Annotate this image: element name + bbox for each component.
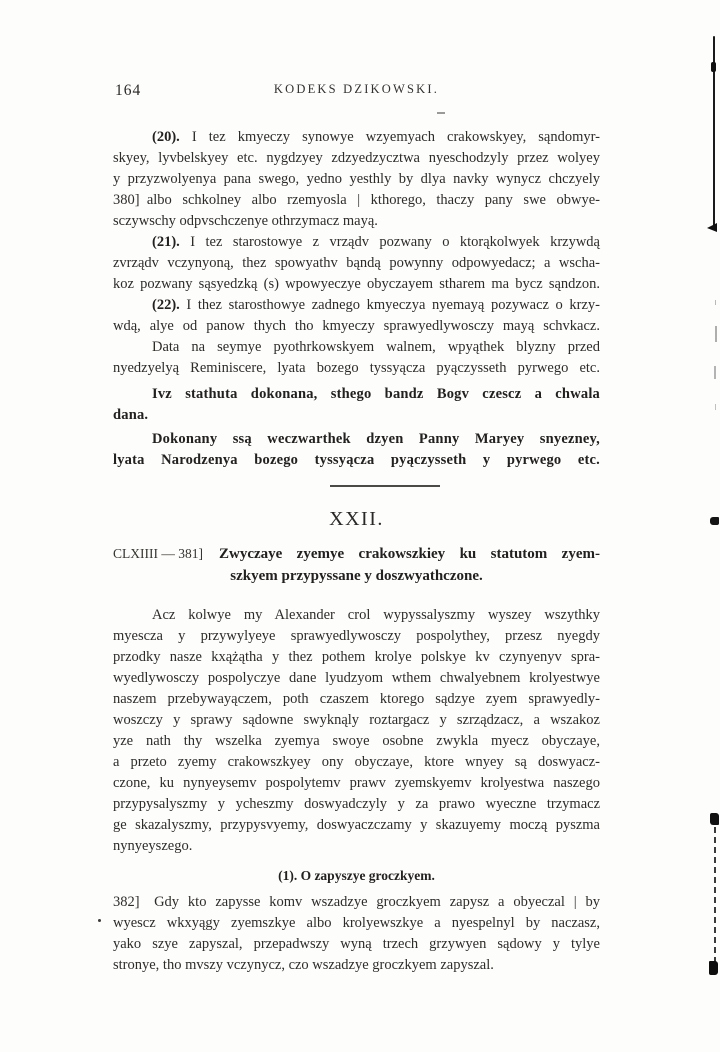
paragraph-20 bbox=[113, 127, 600, 232]
paragraph-first-line: Data na seymye pyothrkowskyem walnem, wpyąthek blyzny przed bbox=[152, 339, 600, 355]
text-block bbox=[113, 127, 600, 976]
paragraph-text: I thez starosthowye zadnego kmyeczya nyemayą pozywacz o krzy- bbox=[179, 297, 600, 313]
chapter-intro-paragraph bbox=[113, 605, 600, 857]
paragraph-text: I tez starostowye z vrządv pozwany o ktorąkolwyek krzywdą bbox=[179, 234, 600, 250]
text-line: przypysalyszmy y ycheszmy doswyadczyly y za prawo wyeczne trzymacz bbox=[113, 796, 600, 812]
text-line: sczywschy odpvschczenye othrzymacz mayą. bbox=[113, 213, 378, 229]
paragraph-number-label: (22). bbox=[152, 297, 180, 313]
scan-artifact-dash bbox=[714, 366, 716, 379]
paragraph-text: I tez kmyeczy synowye wzyemyach crakowskyey, sąndomyr- bbox=[179, 129, 600, 145]
text-line: 380] albo schkolney albo rzemyosla | kthorego, thaczy pany swe obwye- bbox=[113, 192, 600, 208]
paragraph-21 bbox=[113, 232, 600, 295]
paragraph-22 bbox=[113, 295, 600, 337]
chapter-heading-line1 bbox=[113, 543, 600, 565]
scan-artifact-dash bbox=[437, 112, 445, 114]
paragraph-lines bbox=[113, 405, 600, 426]
paragraph-lines bbox=[113, 253, 600, 295]
text-line: naszem przebywayączem, poth czaszem ktorego sądzye zyem sprawyedly- bbox=[113, 691, 600, 707]
paragraph-first-line: Ivz stathuta dokonana, sthego bandz Bogv czescz a chwala bbox=[152, 386, 600, 402]
paragraph-number-label: (20). bbox=[152, 129, 180, 145]
paragraph-first-line: 382] Gdy kto zapysse komv wszadzye groczkyem zapysz a obyeczal | by bbox=[113, 894, 600, 910]
paragraph-lines bbox=[113, 450, 600, 471]
text-line: dana. bbox=[113, 407, 149, 423]
text-line: wyedlywosczy pospolyczye dane lyudzyom wthem chwalyebnem krolyestwye bbox=[113, 670, 600, 686]
text-line: lyata Narodzenya bozego tyssyącza pyączysseth y pyrwego etc. bbox=[113, 452, 600, 468]
paragraph-first-line bbox=[113, 295, 600, 316]
paragraph-lines bbox=[113, 148, 600, 232]
text-line: yze nath thy wszelka zyemya swoye osobne zwykla myecz obyczaye, bbox=[113, 733, 600, 749]
chapter-margin-reference: CLXIIII — 381] bbox=[113, 546, 203, 561]
text-line: nynyeyszego. bbox=[113, 838, 193, 854]
chapter-heading bbox=[113, 543, 600, 587]
scan-artifact-ink-blob bbox=[707, 223, 717, 232]
paragraph-lines bbox=[113, 913, 600, 976]
text-line: czone, ku nynyeysemv pospolytemv prawv zyemskyemv krolyestwa naszego bbox=[113, 775, 600, 791]
text-line: przodky nasze kxążątha y thez pothem krolye polskye kv czynyenyv spra- bbox=[113, 649, 600, 665]
page-number: 164 bbox=[115, 82, 142, 99]
closing-statement-1 bbox=[113, 384, 600, 426]
paragraph-lines bbox=[113, 316, 600, 337]
text-line: koz pozwany sąsyedzką (s) wpowyeczye obyczayem stharem ma bycz sąndzon. bbox=[113, 276, 600, 292]
text-line: woszczy y sprawy sądowne swyknąly roztargacz y szrządzacz, a wszakoz bbox=[113, 712, 600, 728]
paragraph-first-line: Acz kolwye my Alexander crol wypyssalyszmy wyszey wszythky bbox=[152, 607, 600, 623]
text-line: nyedzyelyą Reminiscere, lyata bozego tyssyącza pyączysseth pyrwego etc. bbox=[113, 360, 600, 376]
paragraph-number-label: (21). bbox=[152, 234, 180, 250]
paragraph-first-line bbox=[113, 232, 600, 253]
scan-artifact-dash bbox=[715, 326, 717, 342]
text-line: zvrządv vczynyoną, thez spowyathv bąndą powynny odpowyedacz; a wscha- bbox=[113, 255, 600, 271]
text-line: stronye, tho mvszy vczynycz, czo wszadzye groczkyem zapyszal. bbox=[113, 957, 494, 973]
text-line: skyey, lyvbelskyey etc. nygdzyey zdzyedzycztwa nyeschodzyly przez wolyey bbox=[113, 150, 600, 166]
closing-statement-2 bbox=[113, 429, 600, 471]
scan-artifact-ink-blob bbox=[711, 62, 716, 72]
dating-note bbox=[113, 337, 600, 379]
paragraph-lines bbox=[113, 358, 600, 379]
chapter-number: XXII. bbox=[329, 508, 384, 530]
section-divider bbox=[330, 485, 440, 487]
paragraph-first-line bbox=[113, 127, 600, 148]
scan-artifact-vertical-line-bottom bbox=[714, 827, 716, 963]
chapter-heading-line2: szkyem przypyssane y doszwyathczone. bbox=[230, 568, 483, 584]
scan-artifact-ink-blob bbox=[710, 517, 719, 525]
text-line: ge skazalyszmy, przypysvyemy, doswyaczczamy y skazuyemy moczą pyszma bbox=[113, 817, 600, 833]
paragraph-lines bbox=[113, 626, 600, 857]
text-line: wdą, alye od panow thych tho kmyeczy sprawyedlywosczy mayą schvkacz. bbox=[113, 318, 600, 334]
chapter-title-text: Zwyczaye zyemye crakowszkiey ku statutom zyem- bbox=[218, 546, 600, 562]
paragraph-first-line: Dokonany ssą weczwarthek dzyen Panny Maryey snyezney, bbox=[152, 431, 600, 447]
paragraph-382 bbox=[113, 892, 600, 976]
text-line: a przeto zyemy crakowszkyey ony obyczaye, ktore wnyey są doswyacz- bbox=[113, 754, 600, 770]
scan-artifact-ink-blob bbox=[709, 961, 718, 975]
scan-artifact-stray-dot bbox=[98, 919, 101, 922]
text-line: yako szye zapyszal, przepadwszy wyną trzech grzywyen sądowy y tylye bbox=[113, 936, 600, 952]
running-title: KODEKS DZIKOWSKI. bbox=[273, 82, 440, 96]
text-line: wyescz wkxyągy zyemszkye albo krolyewszkye a nyespelnyl by naczasz, bbox=[113, 915, 600, 931]
scan-artifact-dash bbox=[715, 300, 716, 305]
scan-artifact-dash bbox=[715, 404, 716, 410]
scan-artifact-ink-blob bbox=[710, 813, 719, 825]
text-line: y przyzwolyenya pana swego, yedno yesthly by dlya navky wynycz chczyely bbox=[113, 171, 600, 187]
text-line: myescza y przywylyeye sprawyedlywosczy pospolythey, przesz nyegdy bbox=[113, 628, 600, 644]
subsection-heading: (1). O zapyszye groczkyem. bbox=[278, 868, 435, 883]
page-header bbox=[113, 82, 600, 104]
